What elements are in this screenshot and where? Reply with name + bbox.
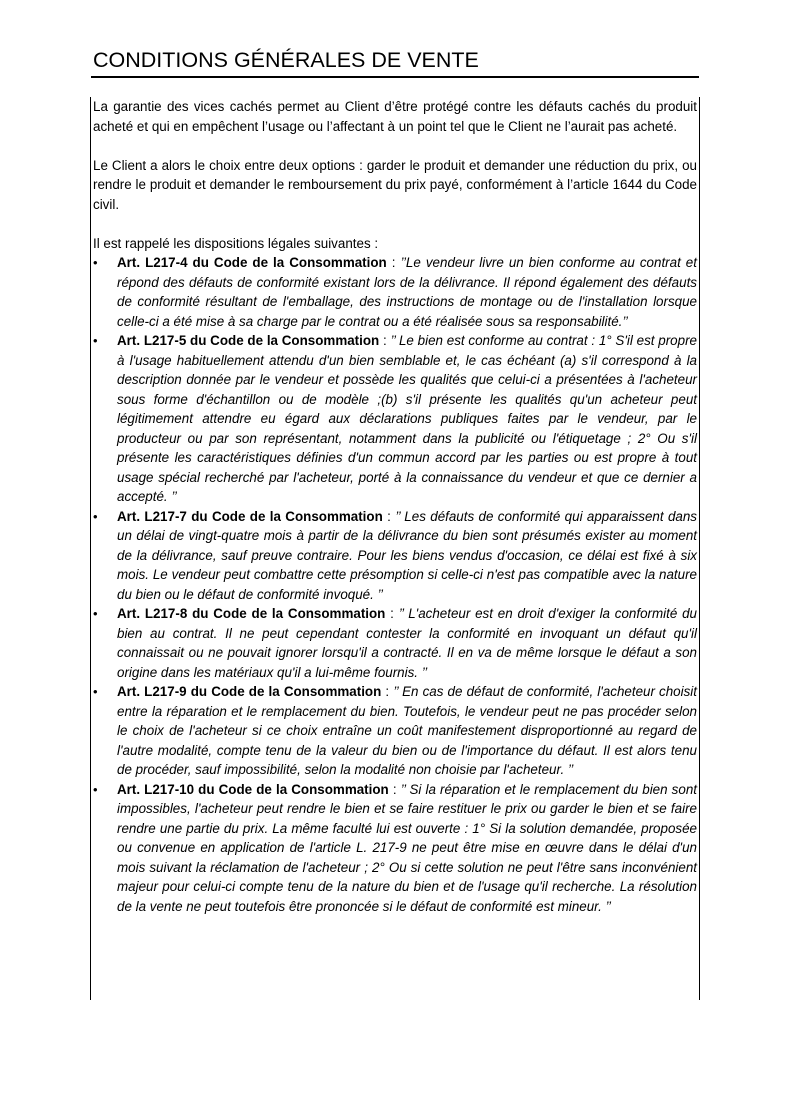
bullet-icon: •: [93, 333, 98, 348]
bullet-icon: •: [93, 606, 98, 621]
article-separator: :: [381, 684, 394, 699]
article-separator: :: [388, 781, 401, 797]
list-item: [93, 604, 697, 682]
article-reference: Art. L217-7 du Code de la Consommation: [117, 508, 383, 524]
article-reference: Art. L217-5 du Code de la Consommation: [117, 333, 380, 348]
article-reference: Art. L217-4 du Code de la Consommation: [117, 255, 387, 270]
article-text: ’’ En cas de défaut de conformité, l'acheteur choisit entre la réparation et le remplacement du bien. Toutefois, le vendeur peut ne pas procéder selon le choix de l'acheteur si ce choix entraîne un coût manifestement disproportionné au regard de l'autre modalité, compte tenu de la valeur du bien ou de l'importance du défaut. Il est alors tenu de procéder, sauf impossibilité, selon la modalité non choisie par l'acheteur. ’’: [117, 684, 697, 777]
article-separator: :: [382, 508, 396, 524]
bullet-icon: •: [93, 684, 98, 699]
article-reference: Art. L217-8 du Code de la Consommation: [117, 606, 386, 621]
article-text: ’’ Le bien est conforme au contrat : 1° S'il est propre à l'usage habituellement attendu d'un bien semblable et, le cas échéant (a) s'il correspond à la description donnée par le vendeur et possède les qualités que celui-ci a présentées à l'acheteur sous forme d'échantillon ou de modèle ;(b) s'il présente les qualités qu'un acheteur peut légitimement attendre eu égard aux déclarations publiques faites par le vendeur, par le producteur ou par son représentant, notamment dans la publicité ou l'étiquetage ; 2° Ou s'il présente les caractéristiques définies d'un commun accord par les parties ou est propre à tout usage spécial recherché par l'acheteur, porté à la connaissance du vendeur et que ce dernier a accepté. ’’: [117, 333, 697, 504]
page-title: CONDITIONS GÉNÉRALES DE VENTE: [93, 48, 479, 72]
list-item: [93, 253, 697, 331]
article-reference: Art. L217-10 du Code de la Consommation: [117, 781, 389, 797]
article-text: ’’ L'acheteur est en droit d'exiger la conformité du bien au contrat. Il ne peut cependant contester la conformité en invoquant un défaut qu'il connaissait ou ne pouvait ignorer lorsqu'il a contracté. Il en va de même lorsque le défaut a son origine dans les matériaux qu'il a lui-même fournis. ’’: [117, 606, 697, 680]
list-item: [93, 507, 697, 605]
article-reference: Art. L217-9 du Code de la Consommation: [117, 684, 382, 699]
legal-articles-list: [93, 253, 697, 916]
article-separator: :: [379, 333, 391, 348]
list-item: [93, 331, 697, 507]
bullet-icon: •: [93, 508, 98, 524]
list-item: [93, 780, 697, 917]
article-text: ’’ Si la réparation et le remplacement du bien sont impossibles, l'acheteur peut rendre le bien et se faire restituer le prix ou garder le bien et se faire rendre une partie du prix. La même faculté lui est ouverte : 1° Si la solution demandée, proposée ou convenue en application de l'article L. 217-9 ne peut être mise en œuvre dans le délai d'un mois suivant la réclamation de l'acheteur ; 2° Ou si cette solution ne peut l'être sans inconvénient majeur pour celui-ci compte tenu de la nature du bien et de l'usage qu'il recherche. La résolution de la vente ne peut toutefois être prononcée si le défaut de conformité est mineur. ’’: [117, 781, 697, 914]
bullet-icon: •: [93, 781, 98, 797]
list-item: [93, 682, 697, 780]
paragraph-client-options: Le Client a alors le choix entre deux options : garder le produit et demander une réduction du prix, ou rendre le produit et demander le remboursement du prix payé, conformément à l’article 1644 du Code civil.: [93, 157, 697, 212]
paragraph-hidden-defects: La garantie des vices cachés permet au Client d’être protégé contre les défauts cachés du produit acheté et qui en empêchent l’usage ou l’affectant à un point tel que le Client ne l’aurait pas acheté.: [93, 99, 697, 134]
bullet-icon: •: [93, 255, 98, 270]
article-text: ’’Le vendeur livre un bien conforme au contrat et répond des défauts de conformité existant lors de la délivrance. Il répond également des défauts de conformité résultant de l'emballage, des instructions de montage ou de l'installation lorsque celle-ci a été mise à sa charge par le contrat ou a été réalisée sous sa responsabilité.’’: [117, 255, 697, 329]
article-separator: :: [385, 606, 399, 621]
title-underline: [91, 76, 699, 78]
document-body: [93, 97, 697, 916]
article-separator: :: [386, 255, 401, 270]
article-text: ’’ Les défauts de conformité qui apparaissent dans un délai de vingt-quatre mois à partir de la délivrance du bien sont présumés exister au moment de la délivrance, sauf preuve contraire. Pour les biens vendus d'occasion, ce délai est fixé à six mois. Le vendeur peut combattre cette présomption si celle-ci n'est pas compatible avec la nature du bien ou le défaut de conformité invoqué. ’’: [117, 508, 697, 602]
legal-provisions-intro: Il est rappelé les dispositions légales suivantes :: [93, 235, 379, 251]
